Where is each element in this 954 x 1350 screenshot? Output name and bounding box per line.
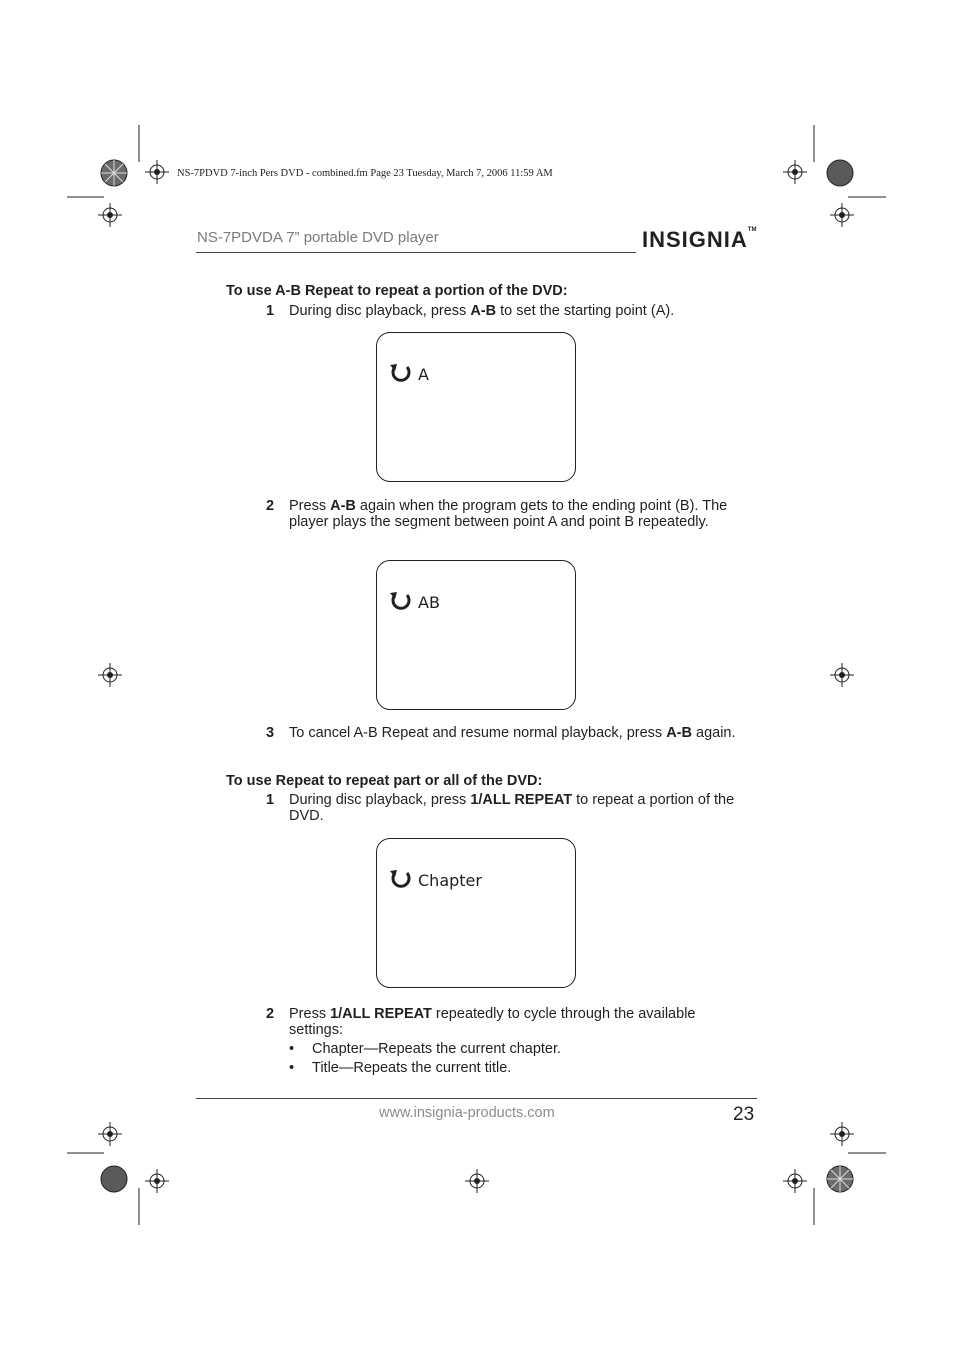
registration-mark-icon <box>830 663 854 687</box>
bullet-item: Chapter—Repeats the current chapter. <box>312 1041 562 1057</box>
bullet-marker: • <box>289 1041 295 1057</box>
color-target-icon <box>100 1165 128 1193</box>
section-heading-repeat: To use Repeat to repeat part or all of the DVD: <box>226 773 543 789</box>
registration-mark-icon <box>145 1169 169 1193</box>
step-number: 1 <box>266 792 275 808</box>
step-text: During disc playback, press 1/ALL REPEAT to repeat a portion of the DVD. <box>289 792 735 824</box>
registration-mark-icon <box>465 1169 489 1193</box>
osd-label: Chapter <box>418 870 482 890</box>
osd-label: AB <box>418 592 440 612</box>
registration-mark-icon <box>783 1169 807 1193</box>
bullet-item: Title—Repeats the current title. <box>312 1060 512 1076</box>
color-target-icon <box>826 159 854 187</box>
page-number: 23 <box>733 1104 755 1125</box>
color-target-icon <box>826 1165 854 1193</box>
insignia-logo: INSIGNIA™ <box>642 227 757 252</box>
step-number: 2 <box>266 498 275 514</box>
color-target-icon <box>100 159 128 187</box>
step-text: Press 1/ALL REPEAT repeatedly to cycle through the available settings: <box>289 1006 696 1038</box>
registration-mark-icon <box>98 203 122 227</box>
step-text: During disc playback, press A-B to set the starting point (A). <box>289 303 675 319</box>
page-header-title: NS-7PDVDA 7” portable DVD player <box>197 229 439 246</box>
step-number: 1 <box>266 303 275 319</box>
registration-mark-icon <box>145 160 169 184</box>
section-heading-ab-repeat: To use A-B Repeat to repeat a portion of the DVD: <box>226 283 568 299</box>
step-number: 2 <box>266 1006 275 1022</box>
registration-mark-icon <box>830 203 854 227</box>
registration-mark-icon <box>98 1122 122 1146</box>
footer-url: www.insignia-products.com <box>379 1105 555 1121</box>
bullet-marker: • <box>289 1060 295 1076</box>
step-text: To cancel A-B Repeat and resume normal playback, press A-B again. <box>289 725 736 741</box>
registration-mark-icon <box>783 160 807 184</box>
registration-mark-icon <box>98 663 122 687</box>
step-number: 3 <box>266 725 275 741</box>
registration-mark-icon <box>830 1122 854 1146</box>
print-info: NS-7PDVD 7-inch Pers DVD - combined.fm Page 23 Tuesday, March 7, 2006 11:59 AM <box>177 168 553 179</box>
step-text: Press A-B again when the program gets to the ending point (B). The player plays the segment between point A and point B repeatedly. <box>289 498 728 530</box>
osd-label: A <box>418 364 429 384</box>
